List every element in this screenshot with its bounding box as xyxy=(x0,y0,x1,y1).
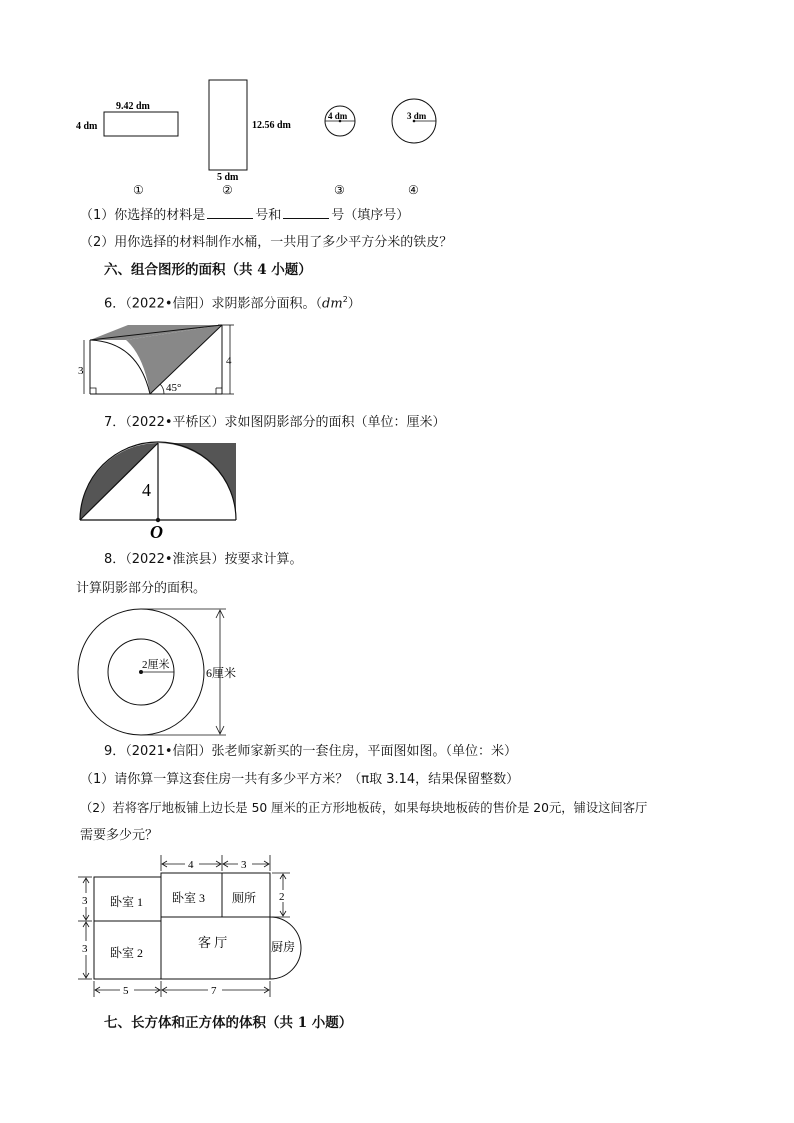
q7-text: 7．（2022•平桥区）求如图阴影部分的面积（单位：厘米） xyxy=(104,415,446,430)
q6-angle: 45° xyxy=(166,382,182,394)
room-living: 客 厅 xyxy=(198,935,228,950)
answer-blank-2[interactable] xyxy=(283,207,329,219)
q7-label-o: O xyxy=(150,522,163,540)
rect1-width-label: 9.42 dm xyxy=(116,101,150,112)
rect2-height-label: 12.56 dm xyxy=(252,120,291,131)
q5-part1: （1）你选择的材料是 号和 号（填序号） xyxy=(80,208,410,223)
q6-figure xyxy=(76,318,246,398)
q8-sub: 计算阴影部分的面积。 xyxy=(76,581,207,596)
answer-blank-1[interactable] xyxy=(207,207,253,219)
q9-floor-plan xyxy=(76,855,316,1005)
q9-part1: （1）请你算一算这套住房一共有多少平方米？（π取 3.14，结果保留整数） xyxy=(80,772,520,787)
room-kitchen: 厨房 xyxy=(271,940,296,954)
section-6-title: 六、组合图形的面积（共 4 小题） xyxy=(104,262,312,278)
q9-part2-line2: 需要多少元？ xyxy=(80,828,159,843)
q8-figure xyxy=(76,605,256,745)
label-3: ③ xyxy=(334,183,345,197)
room-bedroom-3: 卧室 3 xyxy=(172,891,206,905)
dim-top-3: 3 xyxy=(241,859,247,871)
label-1: ① xyxy=(133,183,144,197)
room-bedroom-2: 卧室 2 xyxy=(110,946,144,960)
dim-right-2: 2 xyxy=(279,891,285,903)
q5-part2: （2）用你选择的材料制作水桶，一共用了多少平方分米的铁皮？ xyxy=(80,235,453,250)
q6-label-3: 3 xyxy=(78,365,84,377)
q8-outer-label: 6厘米 xyxy=(206,666,237,680)
rect1-height-label: 4 dm xyxy=(76,121,98,132)
q9-text: 9．（2021•信阳）张老师家新买的一套住房，平面图如图。（单位：米） xyxy=(104,744,518,759)
q8-inner-label: 2厘米 xyxy=(142,659,170,671)
circle3-label: 4 dm xyxy=(328,111,348,121)
label-2: ② xyxy=(222,183,233,197)
dim-left-3a: 3 xyxy=(82,895,88,907)
material-rect-1 xyxy=(104,112,178,136)
q6-text: 6．（2022•信阳）求阴影部分面积。$(dm^2)$ xyxy=(104,295,361,312)
dim-top-4: 4 xyxy=(188,859,194,871)
q8-text: 8．（2022•淮滨县）按要求计算。 xyxy=(104,552,303,567)
q9-part2-line1: （2）若将客厅地板铺上边长是 50 厘米的正方形地板砖，如果每块地板砖的售价是 20元，铺设这间客厅 xyxy=(80,801,648,815)
room-bedroom-1: 卧室 1 xyxy=(110,895,144,909)
q7-shaded-right xyxy=(158,443,236,520)
circle4-label: 3 dm xyxy=(407,111,427,121)
section-7-title: 七、长方体和正方体的体积（共 1 小题） xyxy=(104,1015,353,1031)
room-toilet: 厕所 xyxy=(232,891,257,905)
dim-bottom-7: 7 xyxy=(211,985,217,997)
rect2-width-label: 5 dm xyxy=(217,172,239,183)
dim-left-3b: 3 xyxy=(82,943,88,955)
materials-figure xyxy=(70,70,470,202)
dim-bottom-5: 5 xyxy=(123,985,129,997)
label-4: ④ xyxy=(408,183,419,197)
q6-label-4: 4 xyxy=(226,355,232,367)
q7-label-4: 4 xyxy=(142,480,151,500)
q7-figure xyxy=(76,440,246,540)
material-rect-2 xyxy=(209,80,247,170)
